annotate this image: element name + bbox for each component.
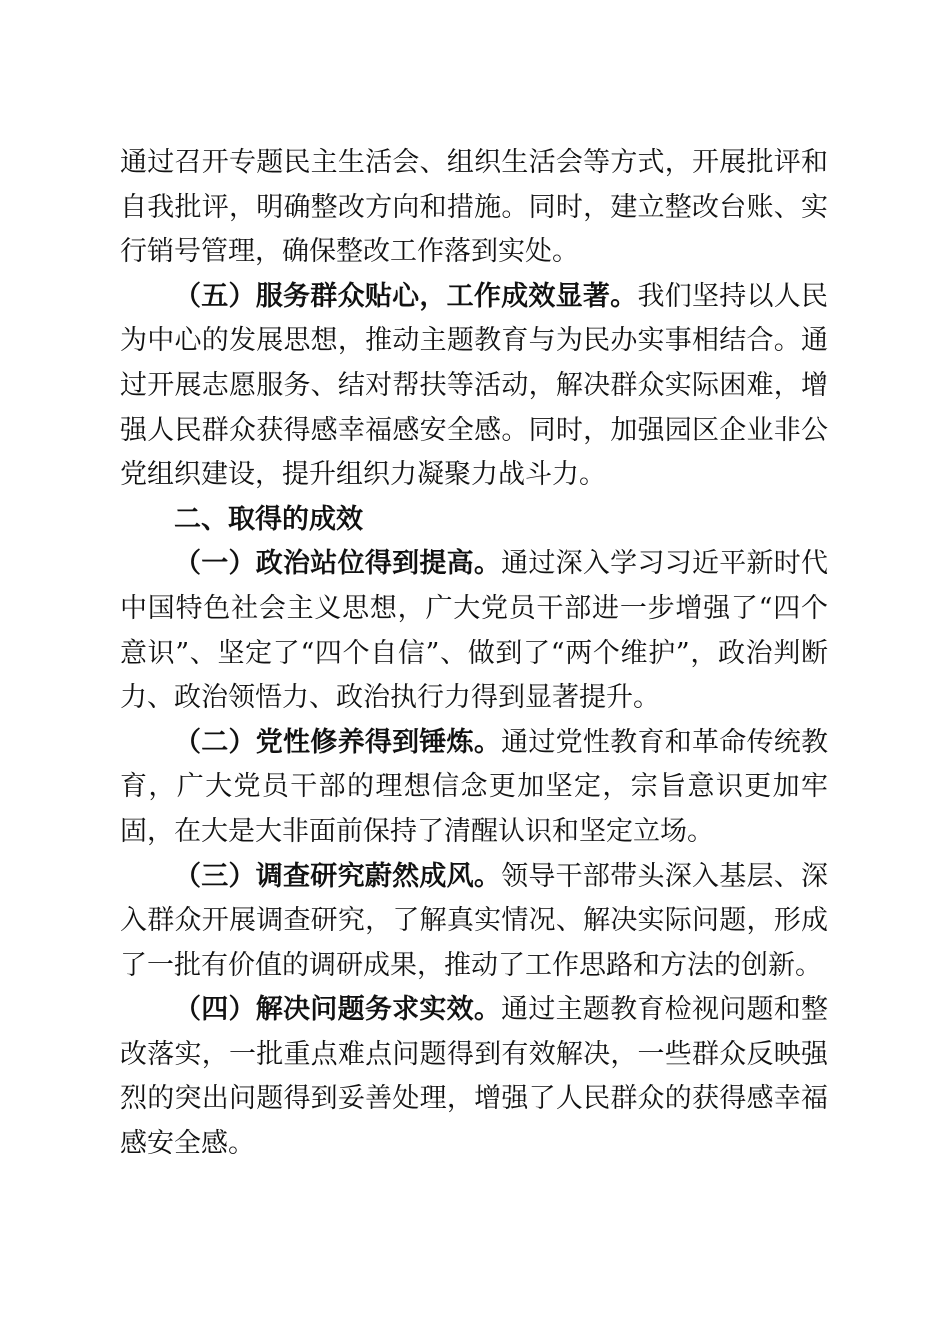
result-4-lead: （四）解决问题务求实效。 xyxy=(174,994,502,1026)
intro-continuation-paragraph: 通过召开专题民主生活会、组织生活会等方式，开展批评和自我批评，明确整改方向和措施。同时，建立整改台账、实行销号管理，确保整改工作落到实处。 xyxy=(120,147,828,268)
section-five-paragraph xyxy=(120,275,828,498)
result-1-body: 通过深入学习习近平新时代中国特色社会主义思想，广大党员干部进一步增强了“四个意识”、坚定了“四个自信”、做到了“两个维护”，政治判断力、政治领悟力、政治执行力得到显著提升。 xyxy=(120,548,829,714)
document-page xyxy=(120,141,828,1167)
results-heading: 二、取得的成效 xyxy=(174,503,363,535)
result-paragraph-3 xyxy=(120,855,828,989)
result-3-lead: （三）调查研究蔚然成风。 xyxy=(174,860,502,892)
result-2-body: 通过党性教育和革命传统教育，广大党员干部的理想信念更加坚定，宗旨意识更加牢固，在大是大非面前保持了清醒认识和坚定立场。 xyxy=(120,726,829,847)
result-4-body: 通过主题教育检视问题和整改落实，一批重点难点问题得到有效解决，一些群众反映强烈的突出问题得到妥善处理，增强了人民群众的获得感幸福感安全感。 xyxy=(120,994,829,1160)
result-paragraph-1 xyxy=(120,542,828,720)
result-3-body: 领导干部带头深入基层、深入群众开展调查研究，了解真实情况、解决实际问题，形成了一批有价值的调研成果，推动了工作思路和方法的创新。 xyxy=(120,860,829,981)
section-five-lead: （五）服务群众贴心，工作成效显著。 xyxy=(174,280,638,312)
result-1-lead: （一）政治站位得到提高。 xyxy=(174,548,502,580)
result-paragraph-2 xyxy=(120,721,828,855)
result-paragraph-4 xyxy=(120,988,828,1166)
result-2-lead: （二）党性修养得到锤炼。 xyxy=(174,726,502,758)
section-five-body: 我们坚持以人民为中心的发展思想，推动主题教育与为民办实事相结合。通过开展志愿服务、结对帮扶等活动，解决群众实际困难，增强人民群众获得感幸福感安全感。同时，加强园区企业非公党组织建设，提升组织力凝聚力战斗力。 xyxy=(120,280,829,491)
